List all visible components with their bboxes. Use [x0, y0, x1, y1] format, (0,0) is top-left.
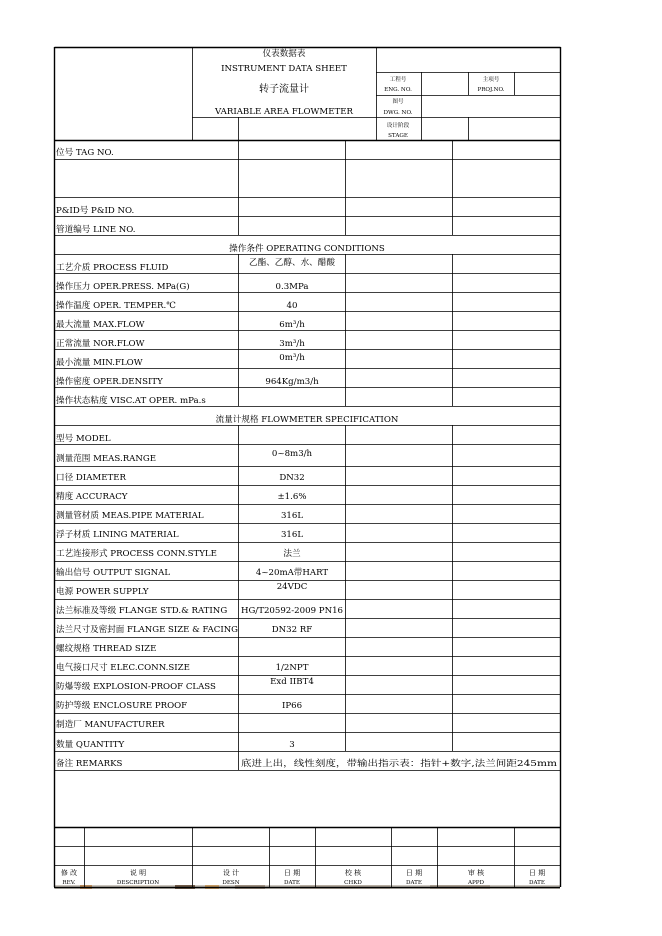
value-range: 0~8m3/h	[271, 449, 313, 459]
label-manufacturer: 制造厂 MANUFACTURER	[56, 720, 165, 730]
section-spec: 流量计规格 FLOWMETER SPECIFICATION	[215, 415, 399, 425]
proj-no-cn: 主项号	[482, 77, 500, 83]
footer-rev-cn: 修 改	[60, 869, 78, 877]
value-diameter: DN32	[279, 473, 305, 483]
footer-desn-en: DESN	[222, 880, 240, 886]
eng-no-en: ENG. NO.	[384, 87, 412, 93]
value-temp: 40	[286, 301, 298, 311]
value-flange-size: DN32 RF	[271, 625, 313, 635]
footer-date1-en: DATE	[283, 880, 301, 886]
label-temp: 操作温度 OPER. TEMPER.℃	[56, 301, 176, 311]
label-quantity: 数量 QUANTITY	[56, 740, 125, 750]
section-operating: 操作条件 OPERATING CONDITIONS	[229, 244, 385, 254]
label-flange-size: 法兰尺寸及密封面 FLANGE SIZE & FACING	[56, 625, 240, 635]
label-output: 输出信号 OUTPUT SIGNAL	[56, 568, 171, 578]
label-model: 型号 MODEL	[56, 434, 111, 444]
footer-desc-en: DESCRIPTION	[116, 880, 160, 886]
value-norflow: 3m³/h	[279, 339, 305, 349]
label-flange-std: 法兰标准及等级 FLANGE STD.& RATING	[56, 606, 228, 616]
footer-desn-cn: 设 计	[222, 869, 240, 877]
value-enclosure: IP66	[281, 701, 303, 711]
footer-date2-en: DATE	[405, 880, 423, 886]
label-density: 操作密度 OPER.DENSITY	[56, 377, 163, 387]
footer-chkd-cn: 校 核	[344, 869, 362, 877]
type-en: VARIABLE AREA FLOWMETER	[215, 107, 353, 117]
footer-appd-cn: 审 核	[467, 869, 485, 877]
label-maxflow: 最大流量 MAX.FLOW	[56, 320, 145, 330]
value-float-material: 316L	[280, 530, 304, 540]
label-remarks: 备注 REMARKS	[56, 759, 123, 769]
value-quantity: 3	[289, 740, 295, 750]
label-pid: P&ID号 P&ID NO.	[56, 206, 135, 216]
footer-date2-cn: 日 期	[405, 869, 423, 877]
value-density: 964Kg/m3/h	[265, 377, 319, 387]
label-elec: 电气接口尺寸 ELEC.CONN.SIZE	[56, 663, 190, 673]
label-visc: 操作状态粘度 VISC.AT OPER. mPa.s	[56, 396, 206, 406]
label-norflow: 正常流量 NOR.FLOW	[56, 339, 145, 349]
label-thread: 螺纹规格 THREAD SIZE	[56, 644, 157, 654]
value-remarks: 底进上出，线性刻度，带输出指示表：指针+数字,法兰间距245mm	[241, 759, 499, 769]
footer-chkd-en: CHKD	[344, 880, 362, 886]
label-line: 管道编号 LINE NO.	[56, 225, 136, 235]
label-minflow: 最小流量 MIN.FLOW	[56, 358, 143, 368]
label-exproof: 防爆等级 EXPLOSION-PROOF CLASS	[56, 682, 216, 692]
footer-desc-cn: 说 明	[129, 869, 147, 877]
value-elec: 1/2NPT	[275, 663, 309, 673]
label-power: 电源 POWER SUPPLY	[56, 587, 149, 597]
label-float-material: 浮子材质 LINING MATERIAL	[56, 530, 179, 540]
footer-rev-en: REV.	[62, 880, 76, 886]
footer-date3-cn: 日 期	[528, 869, 546, 877]
value-accuracy: ±1.6%	[277, 492, 307, 502]
label-tag: 位号 TAG NO.	[56, 148, 114, 158]
eng-no-cn: 工程号	[389, 77, 407, 83]
label-enclosure: 防护等级 ENCLOSURE PROOF	[56, 701, 188, 711]
proj-no-en: PROJ.NO.	[477, 87, 505, 93]
label-conn: 工艺连接形式 PROCESS CONN.STYLE	[56, 549, 217, 559]
value-press: 0.3MPa	[275, 282, 309, 292]
stage-en: STAGE	[388, 133, 408, 139]
value-output: 4~20mA带HART	[255, 568, 329, 578]
value-minflow: 0m³/h	[279, 353, 305, 363]
title-cn: 仪表数据表	[262, 49, 306, 59]
value-power: 24VDC	[276, 582, 308, 592]
title-en: INSTRUMENT DATA SHEET	[221, 64, 347, 74]
label-diameter: 口径 DIAMETER	[56, 473, 126, 483]
footer-appd-en: APPD	[467, 880, 485, 886]
stage-cn: 设计阶段	[386, 123, 410, 129]
value-exproof: Exd IIBT4	[270, 677, 314, 687]
value-pipe-material: 316L	[280, 511, 304, 521]
label-pipe-material: 测量管材质 MEAS.PIPE MATERIAL	[56, 511, 204, 521]
dwg-no-en: DWG. NO.	[383, 110, 413, 116]
value-conn: 法兰	[283, 549, 301, 559]
footer-date3-en: DATE	[528, 880, 546, 886]
dwg-no-cn: 图号	[392, 99, 404, 105]
type-cn: 转子流量计	[259, 84, 309, 95]
value-flange-std: HG/T20592-2009 PN16	[240, 606, 344, 616]
footer-date1-cn: 日 期	[283, 869, 301, 877]
value-maxflow: 6m³/h	[279, 320, 305, 330]
value-fluid: 乙酯、乙醇、水、醋酸	[249, 258, 335, 268]
label-fluid: 工艺介质 PROCESS FLUID	[56, 263, 169, 273]
label-press: 操作压力 OPER.PRESS. MPa(G)	[56, 282, 190, 292]
label-range: 测量范围 MEAS.RANGE	[56, 454, 157, 464]
label-accuracy: 精度 ACCURACY	[56, 492, 128, 502]
